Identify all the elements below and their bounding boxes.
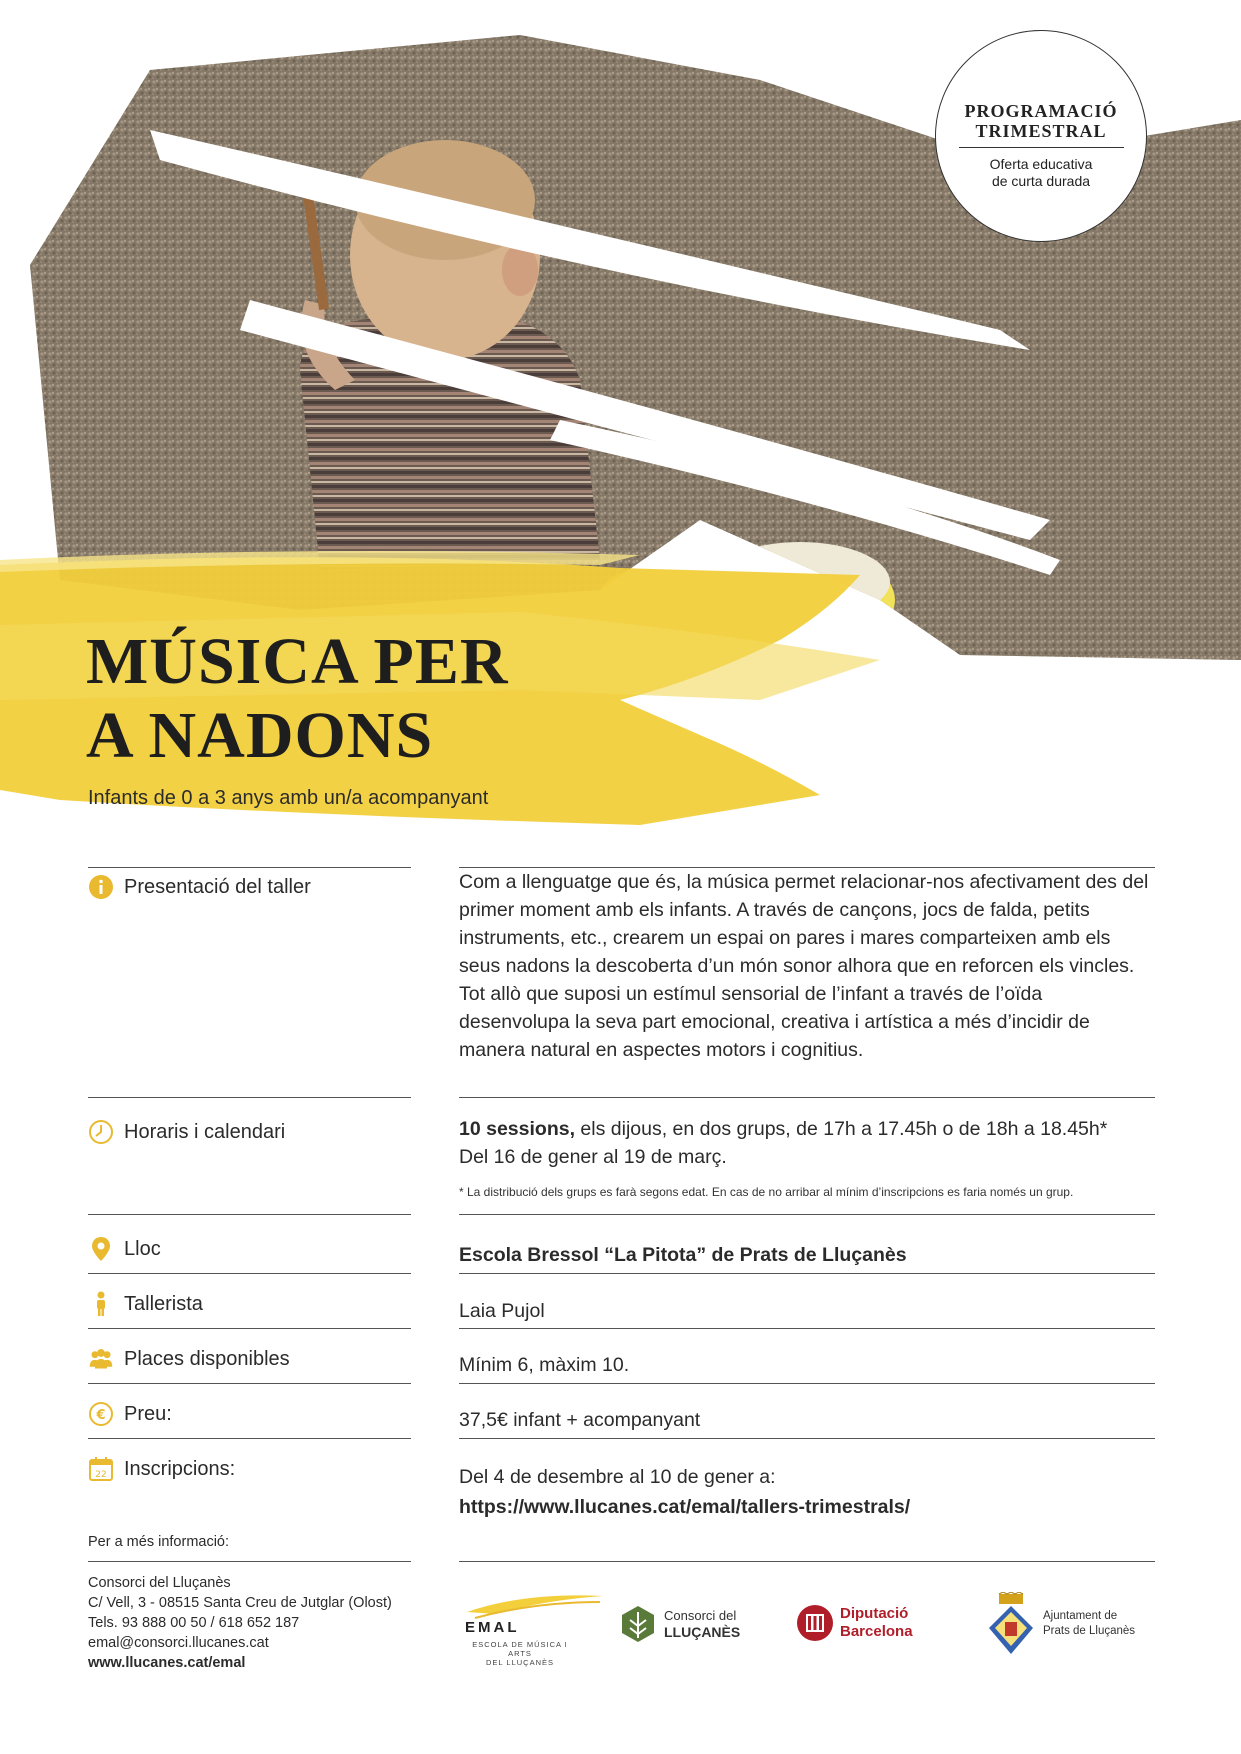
diputacio-shield-icon [796,1604,834,1642]
divider [88,1383,411,1384]
page-subtitle: Infants de 0 a 3 anys amb un/a acompanyant [88,787,489,809]
divider [88,1273,411,1274]
consorci-line1: Consorci del [664,1608,737,1623]
euro-icon [88,1401,114,1427]
divider [459,1438,1155,1439]
page-title [86,625,509,773]
divider [88,1097,411,1098]
divider [459,1273,1155,1274]
sessions-count: 10 sessions, [459,1118,575,1140]
divider [88,1438,411,1439]
label-text: Tallerista [124,1292,203,1315]
contact-email[interactable]: emal@consorci.llucanes.cat [88,1635,269,1651]
badge-title-line1: PROGRAMACIÓ [964,101,1118,121]
emal-name: EMAL [465,1619,520,1636]
calendar-icon-day: 22 [95,1470,107,1480]
badge-sub-line2: de curta durada [991,173,1091,189]
emal-tagline-1: ESCOLA DE MÚSICA I ARTS [472,1640,568,1658]
divider [459,1328,1155,1329]
title-line1: MÚSICA PER [86,625,509,698]
diputacio-line2: Barcelona [840,1623,913,1640]
contact-block [88,1573,392,1673]
label-presentacio [88,874,311,900]
label-preu [88,1401,172,1427]
badge-divider [959,147,1124,148]
schedule-text: els dijous, en dos grups, de 17h a 17.45h o de 18h a 18.45h* [575,1118,1108,1140]
divider [88,1328,411,1329]
badge-title-line2: TRIMESTRAL [975,121,1107,141]
presentacio-description [459,868,1149,1064]
inscripcions-dates: Del 4 de desembre al 10 de gener a: [459,1466,776,1488]
label-text: Preu: [124,1402,172,1425]
presentacio-paragraph-1: Com a llenguatge que és, la música permet relacionar-nos afectivament des del primer moment amb els infants. A través de cançons, jocs de falda, petits instruments, etc., crearem un espai on pares i mares comparteixen amb els seus nadons la descoberta d’un món sonor alhora que en reforcen els vincles. [459,871,1149,977]
emal-logo [465,1590,615,1667]
consorci-leaf-icon [618,1604,658,1644]
divider [88,1214,411,1215]
label-inscripcions [88,1456,235,1482]
diputacio-line1: Diputació [840,1605,909,1622]
divider [459,1214,1155,1215]
label-horaris [88,1119,285,1145]
label-text: Lloc [124,1237,161,1260]
info-icon [88,874,114,900]
clock-icon [88,1119,114,1145]
label-lloc [88,1236,161,1262]
emal-swoosh-icon [465,1590,605,1620]
ajuntament-coat-of-arms-icon [985,1592,1037,1656]
consorci-line2: LLUÇANÈS [664,1624,741,1640]
label-text: Presentació del taller [124,875,311,898]
presentacio-paragraph-2: Tot allò que suposi un estímul sensorial de l’infant a través de l’oïda desenvolupa la seva part emocional, creativa i artística a més d’incidir de manera natural en aspectes motors i cognitius. [459,983,1090,1061]
emal-tagline-2: DEL LLUÇANÈS [486,1658,554,1667]
contact-address: C/ Vell, 3 - 08515 Santa Creu de Jutglar (Olost) [88,1595,392,1611]
diputacio-logo [796,1604,913,1642]
label-text: Places disponibles [124,1347,290,1370]
location-pin-icon [88,1236,114,1262]
divider [88,1561,411,1562]
contact-org: Consorci del Lluçanès [88,1575,231,1591]
contact-web[interactable]: www.llucanes.cat/emal [88,1655,246,1671]
tallerista-value: Laia Pujol [459,1300,545,1322]
ajuntament-line2: Prats de Lluçanès [1043,1625,1136,1637]
contact-heading: Per a més informació: [88,1534,230,1550]
programacio-badge [935,30,1147,242]
divider [459,1097,1155,1098]
ajuntament-line1: Ajuntament de [1043,1610,1118,1622]
lloc-value: Escola Bressol “La Pitota” de Prats de Lluçanès [459,1244,907,1266]
badge-sub-line1: Oferta educativa [989,156,1093,172]
horaris-footnote: * La distribució dels grups es farà segons edat. En cas de no arribar al mínim d’inscripcions es faria només un grup. [459,1185,1074,1199]
person-icon [88,1291,114,1317]
label-tallerista [88,1291,203,1317]
divider [459,1561,1155,1562]
consorci-logo [618,1604,740,1644]
date-range: Del 16 de gener al 19 de març. [459,1146,727,1168]
horaris-value [459,1115,1107,1171]
inscripcions-link[interactable]: https://www.llucanes.cat/emal/tallers-trimestrals/ [459,1496,911,1518]
ajuntament-logo [985,1592,1135,1656]
divider [459,1383,1155,1384]
inscripcions-value [459,1462,910,1522]
label-places [88,1346,290,1372]
group-icon [88,1346,114,1372]
title-line2: A NADONS [86,699,434,772]
svg-text:€: € [96,1408,106,1423]
label-text: Horaris i calendari [124,1120,286,1143]
places-value: Mínim 6, màxim 10. [459,1354,630,1376]
preu-value: 37,5€ infant + acompanyant [459,1409,701,1431]
contact-phones: Tels. 93 888 00 50 / 618 652 187 [88,1615,300,1631]
calendar-icon [88,1456,114,1482]
label-text: Inscripcions: [124,1457,236,1480]
divider [88,867,411,868]
